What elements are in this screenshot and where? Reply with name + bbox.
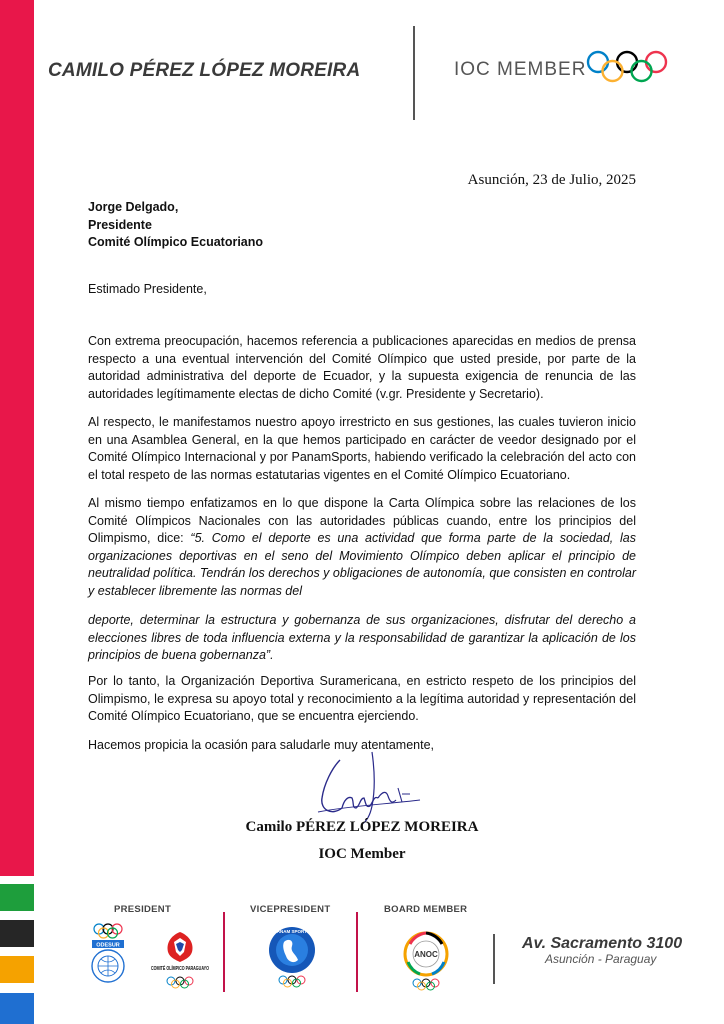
- footer-divider-address: [493, 934, 495, 984]
- side-strip-blue: [0, 993, 34, 1024]
- board-member-label: BOARD MEMBER: [384, 904, 468, 915]
- paragraph-concern: Con extrema preocupación, hacemos referencia a publicaciones aparecidas en medios de prensa respecto a una eventual intervención del Comité Olímpico que usted preside, por parte de la autoridad administrativa del deporte de Ecuador, y la supuesta exigencia de renuncia de las autoridades legítimamente electas de dicho Comité (v.gr. Presidente y Secretario).: [88, 334, 636, 401]
- odesur-logo-icon: [82, 922, 134, 988]
- vicepresident-label: VICEPRESIDENT: [250, 904, 331, 915]
- odesur-logo-text: ODESUR: [96, 942, 120, 949]
- signatory-title: IOC Member: [318, 846, 406, 862]
- letter-date: Asunción, 23 de Julio, 2025: [467, 172, 636, 188]
- paragraph-charter-quote-continued: deporte, determinar la estructura y gobernanza de sus organizaciones, disfrutar del derecho a elecciones libres de toda influencia externa y la responsabilidad de garantizar la aplicación de los principios de buena gobernanza”.: [88, 613, 636, 662]
- footer-divider-1: [223, 912, 225, 992]
- side-strip-orange: [0, 956, 34, 983]
- recipient-block: [88, 199, 263, 252]
- handwritten-signature: [298, 746, 428, 826]
- recipient-name: Jorge Delgado,: [88, 200, 179, 214]
- side-strip-green: [0, 884, 34, 911]
- panam-sports-logo-icon: [262, 924, 322, 990]
- cop-logo-text: COMITÉ OLÍMPICO PARAGUAYO: [151, 966, 230, 972]
- olympic-rings-icon: [586, 50, 668, 82]
- letterhead-name: CAMILO PÉREZ LÓPEZ MOREIRA: [48, 60, 361, 81]
- address-city: Asunción - Paraguay: [545, 952, 657, 966]
- side-strip-red: [0, 0, 34, 876]
- recipient-role: Presidente: [88, 217, 152, 232]
- charter-intro-text: Al mismo tiempo enfatizamos en lo que dispone la Carta Olímpica sobre las relaciones de los Comité Olímpicos Nacionales con las autoridades públicas cuando, entre los principios del Olimpismo, dice:: [88, 496, 636, 545]
- panam-logo-text: PANAM SPORTS: [274, 929, 310, 934]
- paragraph-support: Al respecto, le manifestamos nuestro apoyo irrestricto en sus gestiones, las cuales tuvieron inicio en una Asamblea General, en la que hemos participado en carácter de veedor designado por el Comité Olímpico Internacional y por PanamSports, habiendo verificado la celebración del acto con el total respeto de las normas estatutarias vigentes en el Comité Olímpico Ecuatoriano.: [88, 415, 636, 482]
- comite-olimpico-paraguayo-logo-icon: [148, 928, 230, 990]
- paragraph-olympic-charter: [88, 495, 636, 600]
- president-label: PRESIDENT: [114, 904, 172, 915]
- ioc-member-label: IOC MEMBER: [454, 59, 587, 80]
- closing-line: Hacemos propicia la ocasión para saludarle muy atentamente,: [88, 738, 435, 752]
- anoc-logo-icon: [396, 926, 456, 992]
- footer-divider-2: [356, 912, 358, 992]
- anoc-logo-text: ANOC: [414, 950, 438, 959]
- letterhead-divider: [413, 26, 415, 120]
- side-strip-black: [0, 920, 34, 947]
- greeting: Estimado Presidente,: [88, 282, 207, 296]
- recipient-organization: Comité Olímpico Ecuatoriano: [88, 235, 264, 249]
- paragraph-conclusion: Por lo tanto, la Organización Deportiva Suramericana, en estricto respeto de los principios del Olimpismo, le expresa su apoyo total y reconocimiento a la legítima autoridad y representación del Comité Olímpico Ecuatoriano, que se encuentra ejerciendo.: [88, 674, 636, 723]
- address-street: Av. Sacramento 3100: [522, 935, 683, 952]
- signatory-name: Camilo PÉREZ LÓPEZ MOREIRA: [245, 819, 479, 835]
- charter-quote-text: “5. Como el deporte es una actividad que forma parte de la sociedad, las organizaciones deportivas en el seno del Movimiento Olímpico deben aplicar el principio de neutralidad política. Tendrán los derechos y obligaciones de autonomía, que consisten en controlar y establecer libremente las normas del: [88, 531, 636, 598]
